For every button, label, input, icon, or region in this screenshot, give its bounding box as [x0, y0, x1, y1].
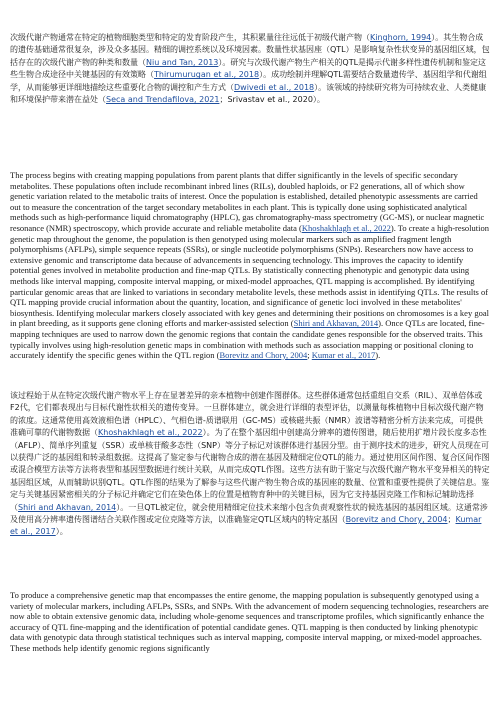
- text-run: 该过程始于从在特定次级代谢产物水平上存在显著差异的亲本植物中创建作图群体。这些群体通常包括重组自交系（RIL）、双单倍体或F2代，它们都表现出与目标代谢性状相关的遗传变异。一旦群体建立，就会进行详细的表型评估，以测量每株植物中目标次级代谢产物的浓度。这通常使用高效液相色谱（HPLC）、气相色谱-质谱联用（GC-MS）或核磁共振（NMR）波谱等精密分析方法来完成，可提供准确可靠的代谢物数据（: [10, 391, 484, 438]
- text-run: ). To create a high-resolution genetic map throughout the genome, the population is then genotyped using molecular markers such as amplified fragment length polymorphisms (AFLPs), simple sequence repeats (SSRs), or single nucleotide polymorphisms (SNPs). Researchers now have access to extensive genomic and transcriptome data because of advancements in sequencing technology. This improves the capacity to identify potential genes involved in metabolite production and fine-map QTLs. By statistically connecting phenotypic and genotypic data using methods like interval mapping, composite interval mapping, or mixed-model approaches, QTL mapping is accomplished. By identifying particular genomic areas that are linked to variations in secondary metabolite levels, these methods assist in identifying QTLs. The results of QTL mapping provide crucial information about the quantity, location, and significance of genetic loci involved in these metabolites' biosynthesis. Identifying molecular markers closely associated with key genes and determining their positions on chromosomes is a key goal in plant breeding, as it supports gene cloning efforts and marker-assisted selection (: [10, 222, 490, 329]
- citation-link[interactable]: Borevitz and Chory, 2004: [219, 350, 308, 361]
- text-run: To produce a comprehensive genetic map that encompasses the entire genome, the mapping population is subsequently genotyped using a variety of molecular markers, including AFLPs, SSRs, and SNPs. With the advancement of modern sequencing technologies, researchers are now able to obtain extensive genomic data, including whole-genome sequences and transcriptome profiles, which significantly enhance the accuracy of QTL fine-mapping and the identification of potential candidate genes. QTL mapping is then conducted by linking phenotypic data with genotypic data through statistical techniques such as interval mapping, composite interval mapping, or mixed-model approaches. These methods help identify genomic regions significantly: [10, 590, 489, 653]
- citation-link[interactable]: Borevitz and Chory, 2004: [345, 515, 448, 525]
- citation-link[interactable]: Seca and Trendafilova, 2021: [106, 95, 220, 105]
- text-run: ). Once QTLs are located, fine-mapping techniques are used to narrow down the genomic regions that contain the candidate genes responsible for the observed traits. This typically involves using high-resolution genetic maps in combination with methods such as association mapping or positional cloning to accurately identify the specific genes within the QTL region (: [10, 318, 485, 361]
- text-run: ；Srivastav et al., 2020）。: [219, 95, 325, 105]
- citation-link[interactable]: Khoshakhlagh et al., 2022: [301, 222, 391, 233]
- citation-link[interactable]: Khoshakhlagh et al., 2022: [98, 428, 203, 438]
- text-run: ；: [447, 515, 456, 525]
- paragraph-english-process: [10, 170, 490, 361]
- text-run: 次级代谢产物通常在特定的植物细胞类型和特定的发育阶段产生，其积累量往往远低于初级代谢产物（: [10, 33, 370, 42]
- citation-link[interactable]: Niu and Tan, 2013: [146, 57, 219, 67]
- text-run: The process begins with creating mapping populations from parent plants that differ significantly in the levels of specific secondary metabolites. These populations often include recombinant inbred lines (RILs), doubled haploids, or F2 generations, all of which show genetic variation related to the metabolic traits of interest. Once the population is established, detailed phenotypic assessments are carried out to measure the concentration of the target secondary metabolites in each plant. This is typically done using sophisticated analytical methods such as high-performance liquid chromatography (HPLC), gas chromatography-mass spectrometry (GC-MS), or nuclear magnetic resonance (NMR) spectroscopy, which provide accurate and reliable metabolite data (: [10, 170, 485, 233]
- paragraph-chinese-process: [10, 390, 490, 539]
- citation-link[interactable]: Dwivedi et al., 2018: [234, 82, 315, 92]
- text-run: ).: [375, 350, 381, 361]
- text-run: ;: [307, 350, 312, 361]
- citation-link[interactable]: Thirumurugan et al., 2018: [154, 70, 260, 80]
- citation-link[interactable]: Kumar et al., 2017: [10, 515, 482, 537]
- citation-link[interactable]: Shiri and Akhavan, 2014: [18, 502, 117, 512]
- text-run: ）。: [55, 527, 68, 537]
- citation-link[interactable]: Shiri and Akhavan, 2014: [293, 318, 379, 329]
- text-run: ）。为了在整个基因组中创建高分辨率的遗传图谱，随后使用扩增片段长度多态性（AFLP）、简单序列重复（SSR）或单核苷酸多态性（SNP）等分子标记对该群体进行基因分型。由于测序技术的进步，研究人员现在可以获得广泛的基因组和转录组数据。这提高了鉴定参与代谢物合成的潜在基因及精细定位QTL的能力。通过使用区间作图、复合区间作图或混合模型方法等方法将表型和基因型数据进行统计关联，从而完成QTL作图。这些方法有助于鉴定与次级代谢产物水平变异相关的特定基因组区域，从而辅助识别QTL。QTL作图的结果为了解参与这些代谢产物生物合成的基因座的数量、位置和重要性提供了关键信息。鉴定与关键基因紧密相关的分子标记并确定它们在染色体上的位置是植物育种中的关键目标，因为它支持基因克隆工作和标记辅助选择（: [10, 428, 490, 512]
- citation-link[interactable]: Kinghorn, 1994: [370, 33, 432, 42]
- text-run: ）。一旦QTL被定位，就会使用精细定位技术来缩小包含负责观察性状的候选基因的基因组区域。这通常涉及使用高分辨率遗传图谱结合关联作图或定位克隆等方法，以准确鉴定QTL区域内的特定基因（: [10, 502, 488, 525]
- citation-link[interactable]: Kumar et al., 2017: [311, 350, 376, 361]
- paragraph-chinese-intro: [10, 32, 490, 106]
- text-run: ）。其生物合成的遗传基础通常很复杂，涉及众多基因。精细的调控系统以及环境因素。数量性状基因座（QTL）是影响复杂性状变异的基因组区域，包括存在的次级代谢产物的种类和数量（: [10, 33, 490, 67]
- text-run: ）。成功绘制并理解QTL需要结合数量遗传学、基因组学和代谢组学，从而能够更详细地描绘这些重要化合物的调控和产生方式（: [10, 70, 487, 92]
- text-run: ）。研究与次级代谢产物生产相关的QTL是揭示代谢多样性遗传机制和鉴定这些生物合成途径中关键基因的有效策略（: [10, 57, 487, 80]
- text-run: ）。该领域的持续研究将为可持续农业、人类健康和环境保护带来潜在益处（: [10, 82, 487, 105]
- paragraph-english-genotyping: [10, 590, 490, 654]
